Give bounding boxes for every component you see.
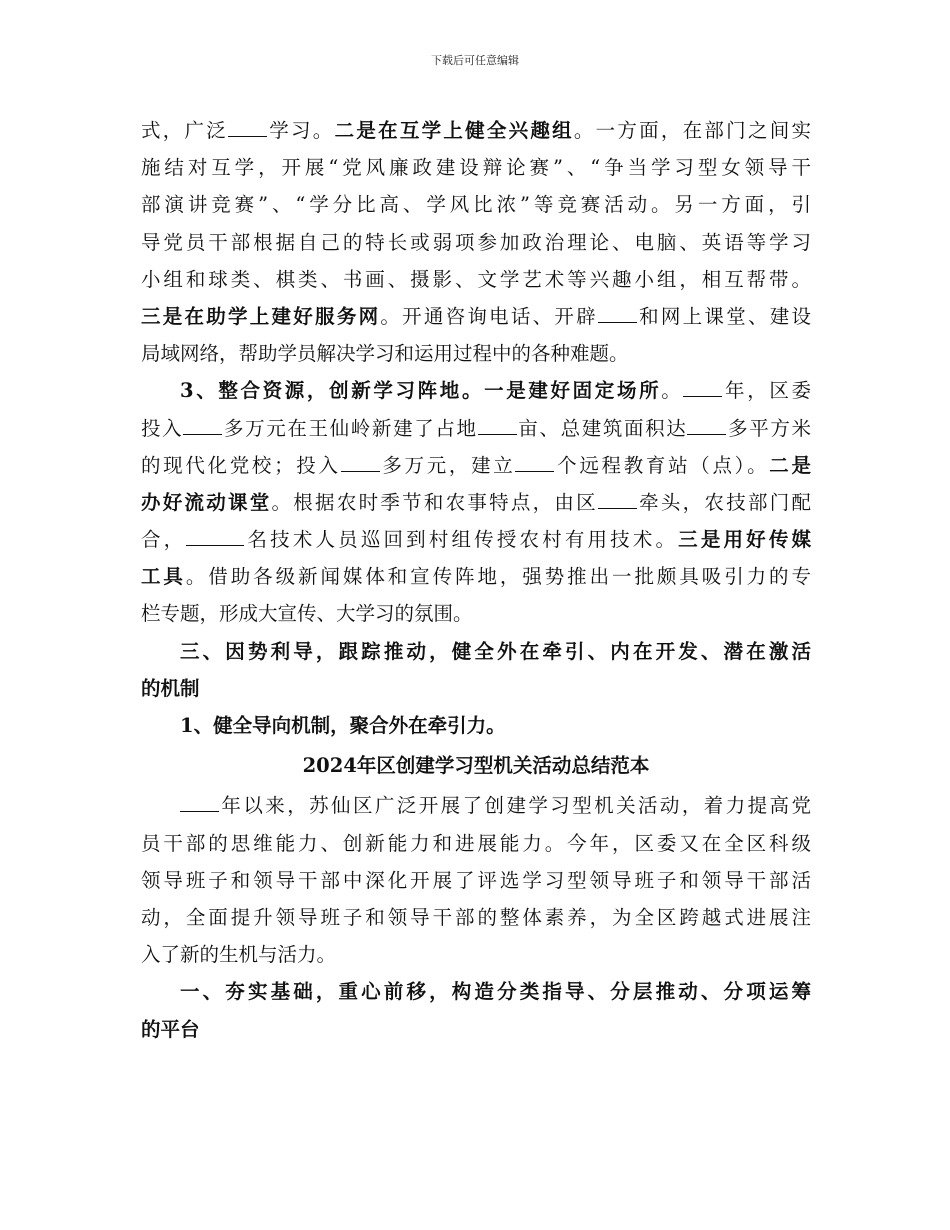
text-line: 导党员干部根据自己的特长或弱项参加政治理论、电脑、英语等学习: [141, 230, 811, 254]
section-heading-continued: 的机制: [141, 676, 200, 700]
text-line: 部演讲竞赛”、“学分比高、学风比浓”等竞赛活动。另一方面，引: [141, 193, 811, 217]
subsection-heading: 1、健全导向机制，聚合外在牵引力。: [180, 714, 506, 737]
text-line: 式，广泛 学习。二是在互学上健全兴趣组。一方面，在部门之间实: [141, 112, 811, 149]
document-body: [141, 112, 811, 1048]
text-line: 入了新的生机与活力。: [141, 943, 337, 967]
text-line: 办好流动课堂。根据农时季节和农事特点，由区 牵头，农技部门配: [141, 484, 811, 521]
text-line: 合， 名技术人员巡回到村组传授农村有用技术。三是用好传媒: [141, 521, 811, 558]
text-line: 施结对互学，开展“党风廉政建设辩论赛”、“争当学习型女领导干: [141, 156, 811, 180]
text-line: 栏专题，形成大宣传、大学习的氛围。: [141, 602, 473, 626]
text-line: 动，全面提升领导班子和领导干部的整体素养，为全区跨越式进展注: [141, 905, 811, 929]
text-line: 三是在助学上建好服务网。开通咨询电话、开辟 和网上课堂、建设: [141, 298, 811, 335]
document-title: 2024年区创建学习型机关活动总结范本: [302, 754, 650, 778]
page-header: 下载后可任意编辑: [431, 54, 519, 67]
text-line: 的现代化党校；投入 多万元，建立 个远程教育站（点）。二是: [141, 447, 811, 484]
section-heading: 三、因势利导，跟踪推动，健全外在牵引、内在开发、潜在激活: [180, 639, 811, 663]
text-line: 工具。借助各级新闻媒体和宣传阵地，强势推出一批颇具吸引力的专: [141, 565, 811, 589]
section-heading: 3、整合资源，创新学习阵地。一是建好固定场所。 年，区委: [141, 372, 811, 409]
section-heading-continued: 的平台: [141, 1017, 200, 1041]
text-line: 员干部的思维能力、创新能力和进展能力。今年，区委又在全区科级: [141, 831, 811, 855]
text-line: 领导班子和领导干部中深化开展了评选学习型领导班子和领导干部活: [141, 868, 811, 892]
text-line: 投入 多万元在王仙岭新建了占地 亩、总建筑面积达 多平方米: [141, 410, 811, 447]
section-heading: 一、夯实基础，重心前移，构造分类指导、分层推动、分项运筹: [180, 980, 811, 1004]
text-line: 年以来，苏仙区广泛开展了创建学习型机关活动，着力提高党: [141, 787, 811, 824]
text-line: 局域网络，帮助学员解决学习和运用过程中的各种难题。: [141, 342, 629, 366]
text-line: 小组和球类、棋类、书画、摄影、文学艺术等兴趣小组，相互帮带。: [141, 267, 811, 291]
